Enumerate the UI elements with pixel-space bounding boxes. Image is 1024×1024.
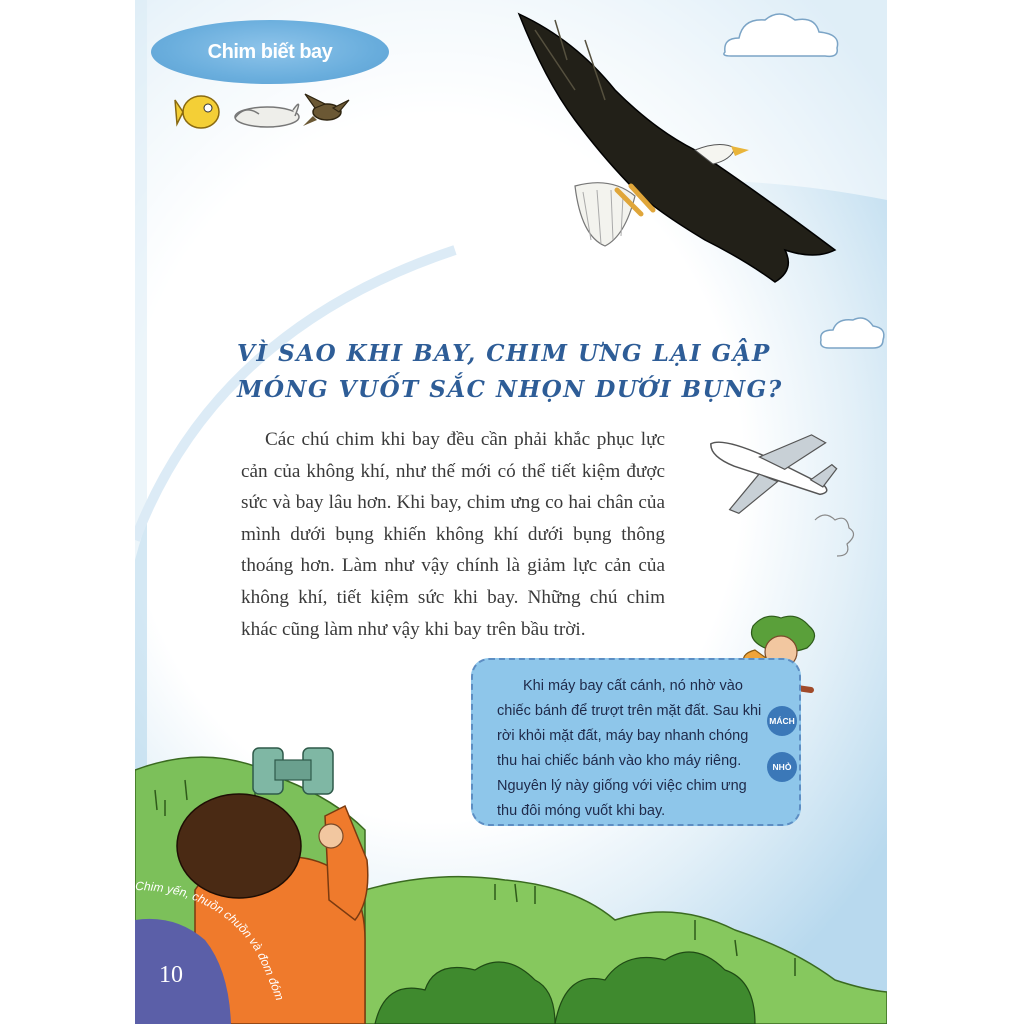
- question-line-2: MÓNG VUỐT SẮC NHỌN DƯỚI BỤNG?: [237, 376, 783, 403]
- body-paragraph: Các chú chim khi bay đều cần phải khắc phục lực cản của không khí, như thế mới có thể tiết kiệm được sức và bay lâu hơn. Khi bay, chim ưng co hai chân của mình dưới bụng khiến không khí dưới bụng thông thoáng hơn. Làm như vậy chính là giảm lực cản của không khí, tiết kiệm sức khi bay. Những chú chim khác cũng làm như vậy khi bay trên bầu trời.: [241, 429, 665, 640]
- question-line-1: VÌ SAO KHI BAY, CHIM ƯNG LẠI GẬP: [237, 340, 771, 367]
- section-tag: Chim biết bay: [151, 20, 389, 84]
- tip-text: Khi máy bay cất cánh, nó nhờ vào chiếc bánh để trượt trên mặt đất. Sau khi rời khỏi mặt đất, máy bay nhanh chóng thu hai chiếc bánh vào kho máy riêng. Nguyên lý này giống với việc chim ưng thu đôi móng vuốt khi bay.: [497, 678, 762, 819]
- tip-badge-1: MÁCH: [767, 706, 797, 736]
- running-title: Chim yến, chuồn chuồn và đom đóm: [135, 878, 287, 1003]
- book-page: [135, 0, 887, 1024]
- page-number: 10: [159, 962, 183, 988]
- page-corner: [135, 0, 887, 1024]
- tip-badge-2: NHỎ: [767, 752, 797, 782]
